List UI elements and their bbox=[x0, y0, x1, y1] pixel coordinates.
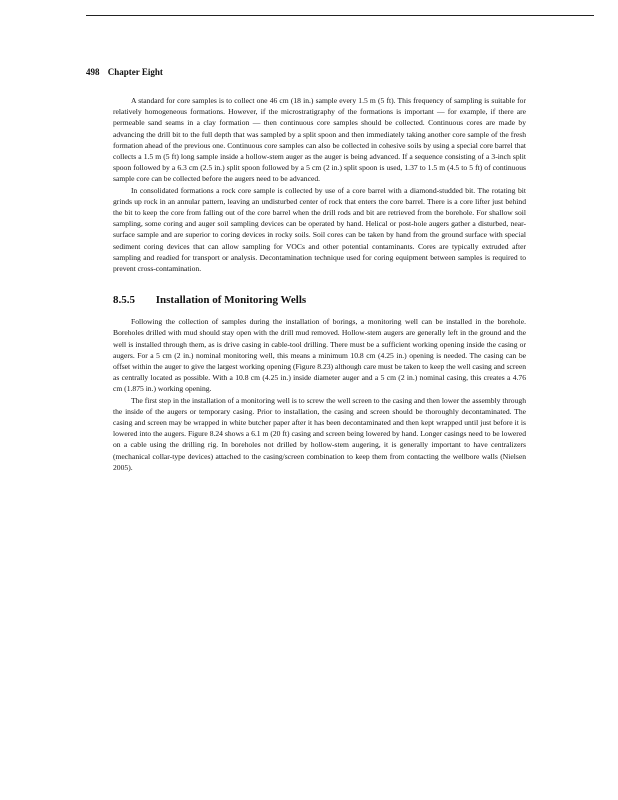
paragraph-core-sampling: A standard for core samples is to collect one 46 cm (18 in.) sample every 1.5 m (5 ft). This frequency of sampling is suitable for relatively homogeneous formations. However, if the microstratigraphy of the formations is important — for example, if there are permeable sand seams in a clay formation — then continuous core samples should be collected. Continuous cores are made by advancing the drill bit to the full depth that was sampled by a split spoon and then immediately taking another core sample of the fresh formation ahead of the previous one. Continuous core samples can also be collected in cohesive soils by using a special core barrel that collects a 1.5 m (5 ft) long sample inside a hollow-stem auger as the auger is being advanced. If a sequence consisting of a 3-inch split spoon followed by a 6.3 cm (2.5 in.) split spoon followed by a 5 cm (2 in.) split spoon is used, 1.37 to 1.5 m (4.5 to 5 ft) of continuous sample core can be collected before the augers need to be advanced. bbox=[113, 96, 526, 184]
section-number: 8.5.5 bbox=[113, 294, 135, 307]
section-heading bbox=[113, 293, 526, 307]
header-rule bbox=[86, 15, 594, 16]
page-body bbox=[113, 95, 526, 473]
paragraph-rock-coring: In consolidated formations a rock core sample is collected by use of a core barrel with a diamond-studded bit. The rotating bit grinds up rock in an annular pattern, leaving an undisturbed center of rock that enters the core barrel. There is a core lifter just behind the bit to keep the core from falling out of the core barrel when the drill rods and bit are retrieved from the borehole. For shallow soil sampling, some coring and auger soil sampling devices can be operated by hand. Helical or post-hole augers gather a disturbed, near-surface sample and are superior to coring devices in rocky soils. Soil cores can be taken by hand from the ground surface with special sediment coring devices that can allow sampling for VOCs and other potential contaminants. Cores are typically extruded after sampling and readied for transport or analysis. Decontamination technique used for coring equipment between samples is required to prevent cross-contamination. bbox=[113, 185, 526, 274]
chapter-label: Chapter Eight bbox=[107, 67, 163, 77]
running-header bbox=[86, 67, 526, 78]
paragraph-well-installation: Following the collection of samples during the installation of borings, a monitoring well can be installed in the borehole. Boreholes drilled with mud should stay open with the drill mud removed. Hollow-stem augers are generally left in the ground and the well is installed through them, as is drive casing in cable-tool drilling. There must be a sufficient working opening inside the casing or augers. For a 5 cm (2 in.) nominal monitoring well, this means a minimum 10.8 cm (4.25 in.) opening is needed. The casing can be offset within the auger to give the largest working opening (Figure 8.23) although care must be taken to keep the well casing and screen as centrally located as possible. With a 10.8 cm (4.25 in.) inside diameter auger and a 5 cm (2 in.) nominal casing, this creates a 4.76 cm (1.875 in.) working opening. bbox=[113, 317, 526, 394]
page-number: 498 bbox=[86, 67, 100, 77]
paragraph-first-step: The first step in the installation of a monitoring well is to screw the well screen to the casing and then lower the assembly through the inside of the augers or temporary casing. Prior to installation, the casing and screen should be thoroughly decontaminated. The casing and screen may be wrapped in white butcher paper after it has been decontaminated and then kept wrapped until just before it is lowered into the augers. Figure 8.24 shows a 6.1 m (20 ft) casing and screen being lowered by hand. Longer casings need to be lowered on a cable using the drilling rig. In boreholes not drilled by hollow-stem augering, it is generally important to have centralizers (mechanical collar-type devices) attached to the casing/screen combination to keep them from contacting the wellbore walls (Nielsen 2005). bbox=[113, 395, 526, 472]
section-title: Installation of Monitoring Wells bbox=[155, 294, 307, 307]
